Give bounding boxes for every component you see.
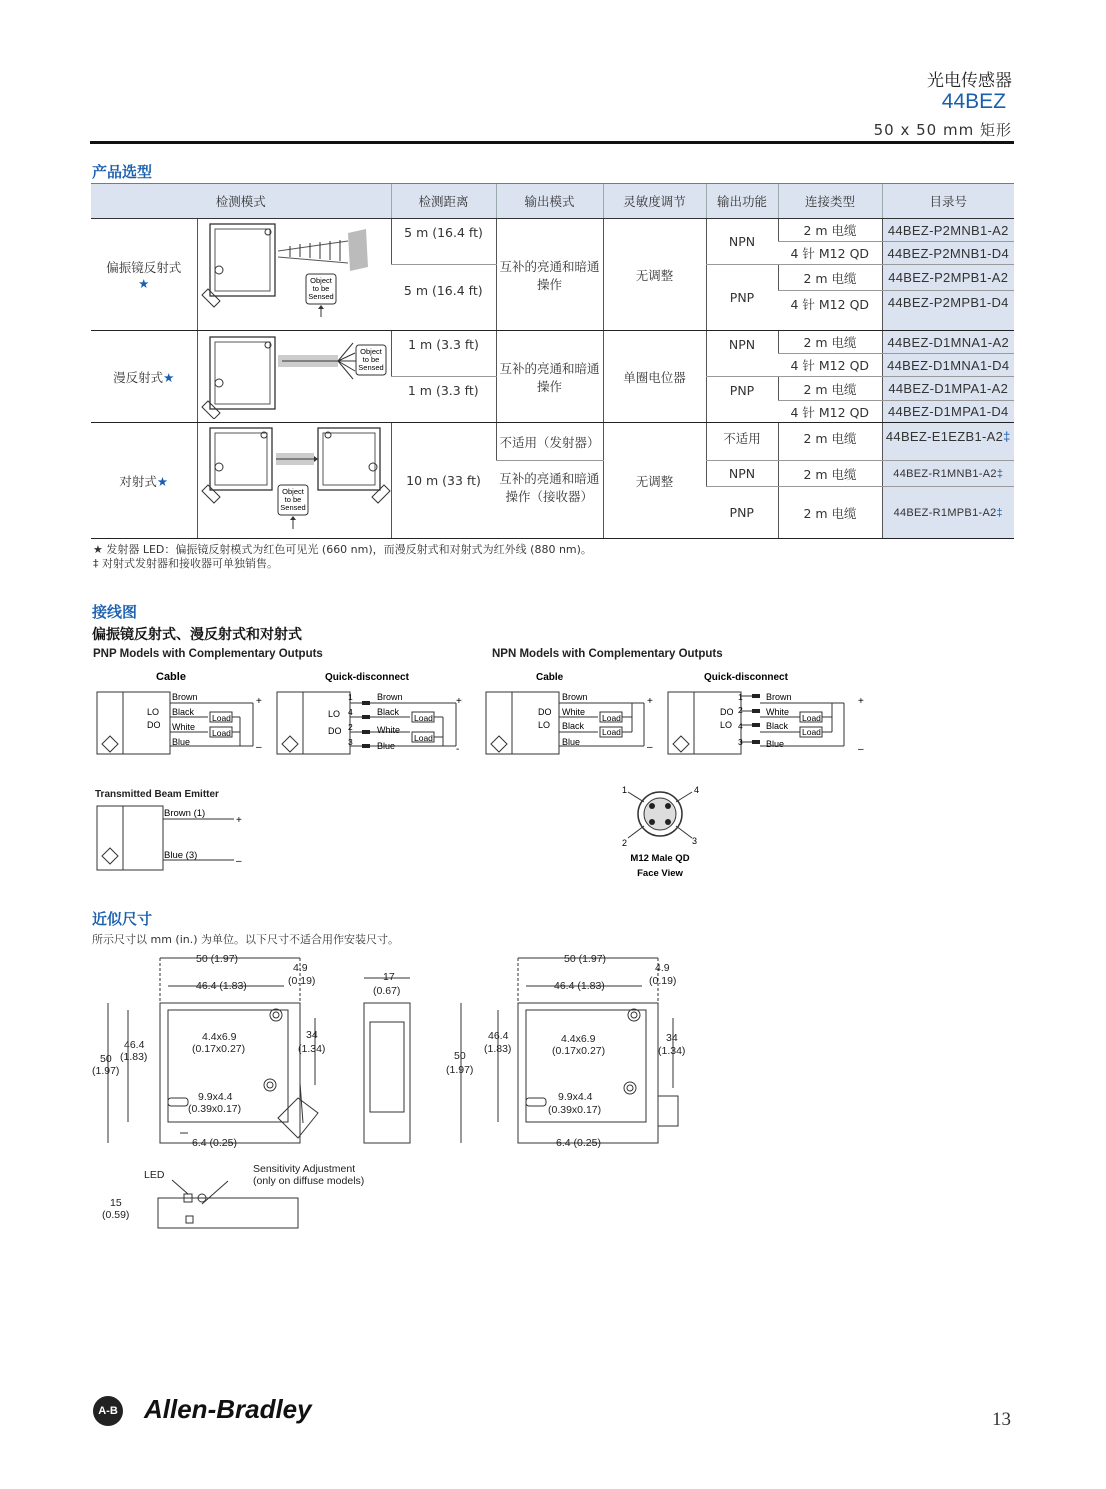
func-cell: PNP: [706, 265, 778, 331]
col-header: 灵敏度调节: [603, 184, 706, 219]
dim-label: 34: [306, 1029, 318, 1041]
object-label: Object: [281, 487, 304, 496]
distance-cell: 5 m (16.4 ft): [391, 219, 496, 265]
wire-white: White: [172, 722, 196, 732]
output-cell: 不适用（发射器）: [496, 423, 603, 461]
svg-text:4: 4: [348, 707, 353, 717]
wiring-diagrams: [88, 664, 888, 759]
product-subtitle: 50 x 50 mm 矩形: [873, 121, 1012, 139]
qd-label: Quick-disconnect: [325, 672, 409, 683]
do-label: DO: [720, 707, 734, 717]
lo-label: LO: [720, 720, 733, 730]
dim-label: (0.17x0.27): [192, 1043, 246, 1055]
dim-label: (1.83): [120, 1051, 148, 1063]
conn-cell: 2 m 电缆: [778, 265, 882, 291]
pnp-title: PNP Models with Complementary Outputs: [93, 648, 323, 660]
dim-label: (0.19): [288, 975, 316, 987]
object-label: Sensed: [307, 292, 334, 301]
sensitivity-cell: 无调整: [603, 423, 706, 539]
dim-label: 9.9x4.4: [198, 1091, 233, 1103]
mode-label: 对射式: [119, 473, 157, 489]
col-header: 检测模式: [91, 184, 391, 219]
svg-text:1: 1: [738, 692, 743, 702]
do-label: DO: [147, 720, 161, 730]
catalog-cell: [882, 487, 1014, 539]
col-header: 检测距离: [391, 184, 496, 219]
star-mark: ★: [156, 473, 169, 489]
emitter-brown: Brown (1): [164, 808, 206, 819]
star-mark: ★: [163, 369, 175, 385]
dim-label: 50 (1.97): [196, 953, 239, 965]
wire-white: White: [562, 707, 586, 717]
conn-cell: 2 m 电缆: [778, 423, 882, 461]
catalog-cell: 44BEZ-D1MNA1-D4: [882, 354, 1014, 377]
lo-label: LO: [538, 720, 551, 730]
table-row: [91, 331, 1014, 354]
dim-label: (1.97): [92, 1065, 120, 1077]
pin-label: 1: [622, 785, 628, 795]
dim-label: (0.59): [102, 1209, 130, 1221]
object-label: Object: [309, 276, 332, 285]
conn-cell: 4 针 M12 QD: [778, 291, 882, 331]
m12-caption: M12 Male QD: [630, 853, 690, 864]
catalog-cell: 44BEZ-D1MPA1-D4: [882, 401, 1014, 423]
catalog-cell: [882, 461, 1014, 487]
distance-cell: 1 m (3.3 ft): [391, 377, 496, 423]
catalog-cell: 44BEZ-P2MNB1-A2: [882, 219, 1014, 242]
dimension-drawings: [88, 948, 728, 1248]
dim-label: (1.34): [658, 1045, 686, 1057]
svg-text:4: 4: [738, 721, 743, 731]
svg-text:+: +: [647, 696, 653, 707]
func-cell: PNP: [706, 377, 778, 423]
thru-beam-diagram: [198, 423, 391, 535]
output-cell: 互补的亮通和暗通操作（接收器）: [496, 461, 603, 539]
load-label: Load: [802, 727, 821, 737]
svg-text:+: +: [456, 696, 462, 707]
wire-brown: Brown: [377, 692, 403, 702]
catalog-number: 44BEZ-R1MPB1-A2: [893, 506, 997, 519]
distance-cell: 10 m (33 ft): [391, 423, 496, 539]
pin-label: 2: [622, 838, 628, 848]
dim-label: (1.83): [484, 1043, 512, 1055]
svg-text:+: +: [256, 696, 262, 707]
brand-name: Allen-Bradley: [144, 1394, 312, 1424]
dagger-mark: ‡: [996, 506, 1003, 519]
dim-label: 17: [383, 971, 395, 983]
dim-label: 9.9x4.4: [558, 1091, 593, 1103]
conn-cell: 4 针 M12 QD: [778, 242, 882, 265]
selection-heading: 产品选型: [92, 163, 153, 181]
pin-label: 3: [692, 836, 698, 846]
col-header: 连接类型: [778, 184, 882, 219]
col-header: 目录号: [882, 184, 1014, 219]
lo-label: LO: [147, 707, 160, 717]
do-label: DO: [538, 707, 552, 717]
note-line: ★ 发射器 LED：偏振镜反射模式为红色可见光 (660 nm)，而漫反射式和对射式为红外线 (880 nm)。: [93, 543, 592, 556]
led-label: LED: [144, 1169, 165, 1181]
func-cell: NPN: [706, 461, 778, 487]
object-label: Sensed: [279, 503, 306, 512]
dim-label: (0.39x0.17): [188, 1103, 242, 1115]
output-cell: 互补的亮通和暗通操作: [496, 219, 603, 331]
emitter-diagram: [94, 804, 264, 874]
conn-cell: 2 m 电缆: [778, 487, 882, 539]
mode-label: 漫反射式: [113, 369, 164, 385]
dim-label: 4.4x6.9: [202, 1031, 237, 1043]
page-number: 13: [992, 1409, 1011, 1430]
table-notes: [93, 543, 592, 571]
wire-brown: Brown: [562, 692, 588, 702]
object-label: to be: [312, 284, 329, 293]
func-cell: NPN: [706, 331, 778, 377]
dim-label: 46.4: [124, 1039, 145, 1051]
table-row: [91, 423, 1014, 461]
dim-label: 46.4 (1.83): [554, 980, 605, 992]
diagram-cell: [197, 423, 391, 539]
dimensions-heading: 近似尺寸: [92, 910, 153, 928]
catalog-cell: 44BEZ-D1MPA1-A2: [882, 377, 1014, 401]
load-label: Load: [414, 713, 433, 723]
catalog-cell: 44BEZ-P2MPB1-A2: [882, 265, 1014, 291]
wiring-subheading: 偏振镜反射式、漫反射式和对射式: [92, 627, 302, 643]
cable-label: Cable: [536, 672, 564, 683]
conn-cell: 2 m 电缆: [778, 219, 882, 242]
wire-brown: Brown: [172, 692, 198, 702]
load-label: Load: [212, 728, 231, 738]
catalog-number: 44BEZ-R1MNB1-A2: [893, 467, 997, 480]
dagger-mark: ‡: [1003, 429, 1011, 444]
section-title: 光电传感器: [927, 71, 1012, 91]
header-rule: [90, 141, 1014, 144]
qd-label: Quick-disconnect: [704, 672, 788, 683]
dim-label: (1.97): [446, 1064, 474, 1076]
dim-label: 50 (1.97): [564, 953, 607, 965]
note-line: ‡ 对射式发射器和接收器可单独销售。: [93, 557, 278, 570]
catalog-number: 44BEZ-E1EZB1-A2: [885, 429, 1004, 444]
svg-text:+: +: [858, 696, 864, 707]
selection-table: [91, 183, 1014, 539]
dim-label: 6.4 (0.25): [556, 1137, 601, 1149]
dimensions-note: 所示尺寸以 mm (in.) 为单位。以下尺寸不适合用作安装尺寸。: [92, 933, 400, 946]
lo-label: LO: [328, 709, 341, 719]
dim-label: (0.19): [649, 975, 677, 987]
wire-black: Black: [377, 707, 400, 717]
func-cell: NPN: [706, 219, 778, 265]
table-header-row: [91, 184, 1014, 219]
star-mark: ★: [138, 276, 150, 291]
catalog-cell: 44BEZ-P2MPB1-D4: [882, 291, 1014, 331]
mode-cell: [91, 331, 197, 423]
catalog-cell: 44BEZ-P2MNB1-D4: [882, 242, 1014, 265]
dim-label: 46.4: [488, 1030, 509, 1042]
wire-black: Black: [562, 721, 585, 731]
diagram-cell: [197, 331, 391, 423]
wire-blue: Blue: [562, 737, 581, 747]
dim-label: 6.4 (0.25): [192, 1137, 237, 1149]
svg-text:–: –: [256, 742, 262, 753]
svg-text:–: –: [647, 742, 653, 753]
dim-label: 34: [666, 1032, 678, 1044]
col-header: 输出功能: [706, 184, 778, 219]
svg-text:-: -: [456, 744, 460, 755]
mode-label: 偏振镜反射式: [106, 260, 182, 275]
diagram-cell: [197, 219, 391, 331]
sensitivity-label: Sensitivity Adjustment: [253, 1163, 356, 1175]
object-label: to be: [284, 495, 301, 504]
emitter-blue: Blue (3): [164, 850, 198, 861]
retro-diagram: [198, 219, 391, 327]
wire-blue: Blue: [172, 737, 191, 747]
sensitivity-label: (only on diffuse models): [253, 1175, 365, 1187]
object-label: to be: [362, 355, 379, 364]
wire-white: White: [377, 725, 401, 735]
conn-cell: 2 m 电缆: [778, 331, 882, 354]
dim-label: 4.4x6.9: [561, 1033, 596, 1045]
mode-cell: [91, 219, 197, 331]
wire-white: White: [766, 707, 790, 717]
svg-text:+: +: [236, 815, 242, 826]
func-cell: 不适用: [706, 423, 778, 461]
load-label: Load: [602, 713, 621, 723]
conn-cell: 2 m 电缆: [778, 377, 882, 401]
catalog-cell: [882, 423, 1014, 461]
object-label: Sensed: [357, 363, 384, 372]
catalog-cell: 44BEZ-D1MNA1-A2: [882, 331, 1014, 354]
dim-label: 50: [100, 1053, 112, 1065]
dim-label: 46.4 (1.83): [196, 980, 247, 992]
load-label: Load: [212, 713, 231, 723]
m12-caption: Face View: [637, 868, 683, 879]
load-label: Load: [414, 733, 433, 743]
model-number: 44BEZ: [941, 90, 1006, 113]
dim-label: (0.17x0.27): [552, 1045, 606, 1057]
wire-black: Black: [172, 707, 195, 717]
cable-label: Cable: [156, 671, 186, 683]
distance-cell: 5 m (16.4 ft): [391, 265, 496, 331]
svg-text:2: 2: [738, 705, 743, 715]
svg-text:–: –: [236, 856, 242, 867]
wire-blue: Blue: [377, 741, 396, 751]
sensitivity-cell: 无调整: [603, 219, 706, 331]
diffuse-diagram: [198, 331, 391, 419]
output-cell: 互补的亮通和暗通操作: [496, 331, 603, 423]
dim-label: (0.39x0.17): [548, 1104, 602, 1116]
load-label: Load: [802, 713, 821, 723]
load-label: Load: [602, 727, 621, 737]
npn-title: NPN Models with Complementary Outputs: [492, 648, 723, 660]
allen-bradley-logo-icon: A-B: [93, 1396, 123, 1426]
dagger-mark: ‡: [996, 467, 1004, 480]
wire-blue: Blue: [766, 739, 785, 749]
dim-label: 50: [454, 1050, 466, 1062]
dim-label: (1.34): [298, 1043, 326, 1055]
dim-label: 4.9: [655, 962, 670, 974]
dim-label: 15: [110, 1197, 122, 1209]
svg-text:3: 3: [738, 737, 743, 747]
conn-cell: 4 针 M12 QD: [778, 401, 882, 423]
svg-text:3: 3: [348, 737, 353, 747]
conn-cell: 2 m 电缆: [778, 461, 882, 487]
conn-cell: 4 针 M12 QD: [778, 354, 882, 377]
wire-black: Black: [766, 721, 789, 731]
distance-cell: 1 m (3.3 ft): [391, 331, 496, 377]
dim-label: (0.67): [373, 985, 401, 997]
svg-text:1: 1: [348, 692, 353, 702]
m12-face-diagram: [612, 782, 712, 882]
table-row: [91, 219, 1014, 242]
wire-brown: Brown: [766, 692, 792, 702]
sensitivity-cell: 单圈电位器: [603, 331, 706, 423]
col-header: 输出模式: [496, 184, 603, 219]
mode-cell: [91, 423, 197, 539]
pin-label: 4: [694, 785, 700, 795]
object-label: Object: [359, 347, 382, 356]
emitter-title: Transmitted Beam Emitter: [95, 789, 219, 800]
svg-text:2: 2: [348, 722, 353, 732]
wiring-heading: 接线图: [92, 603, 138, 621]
dim-label: 4.9: [293, 962, 308, 974]
svg-text:–: –: [858, 744, 864, 755]
func-cell: PNP: [706, 487, 778, 539]
do-label: DO: [328, 726, 342, 736]
